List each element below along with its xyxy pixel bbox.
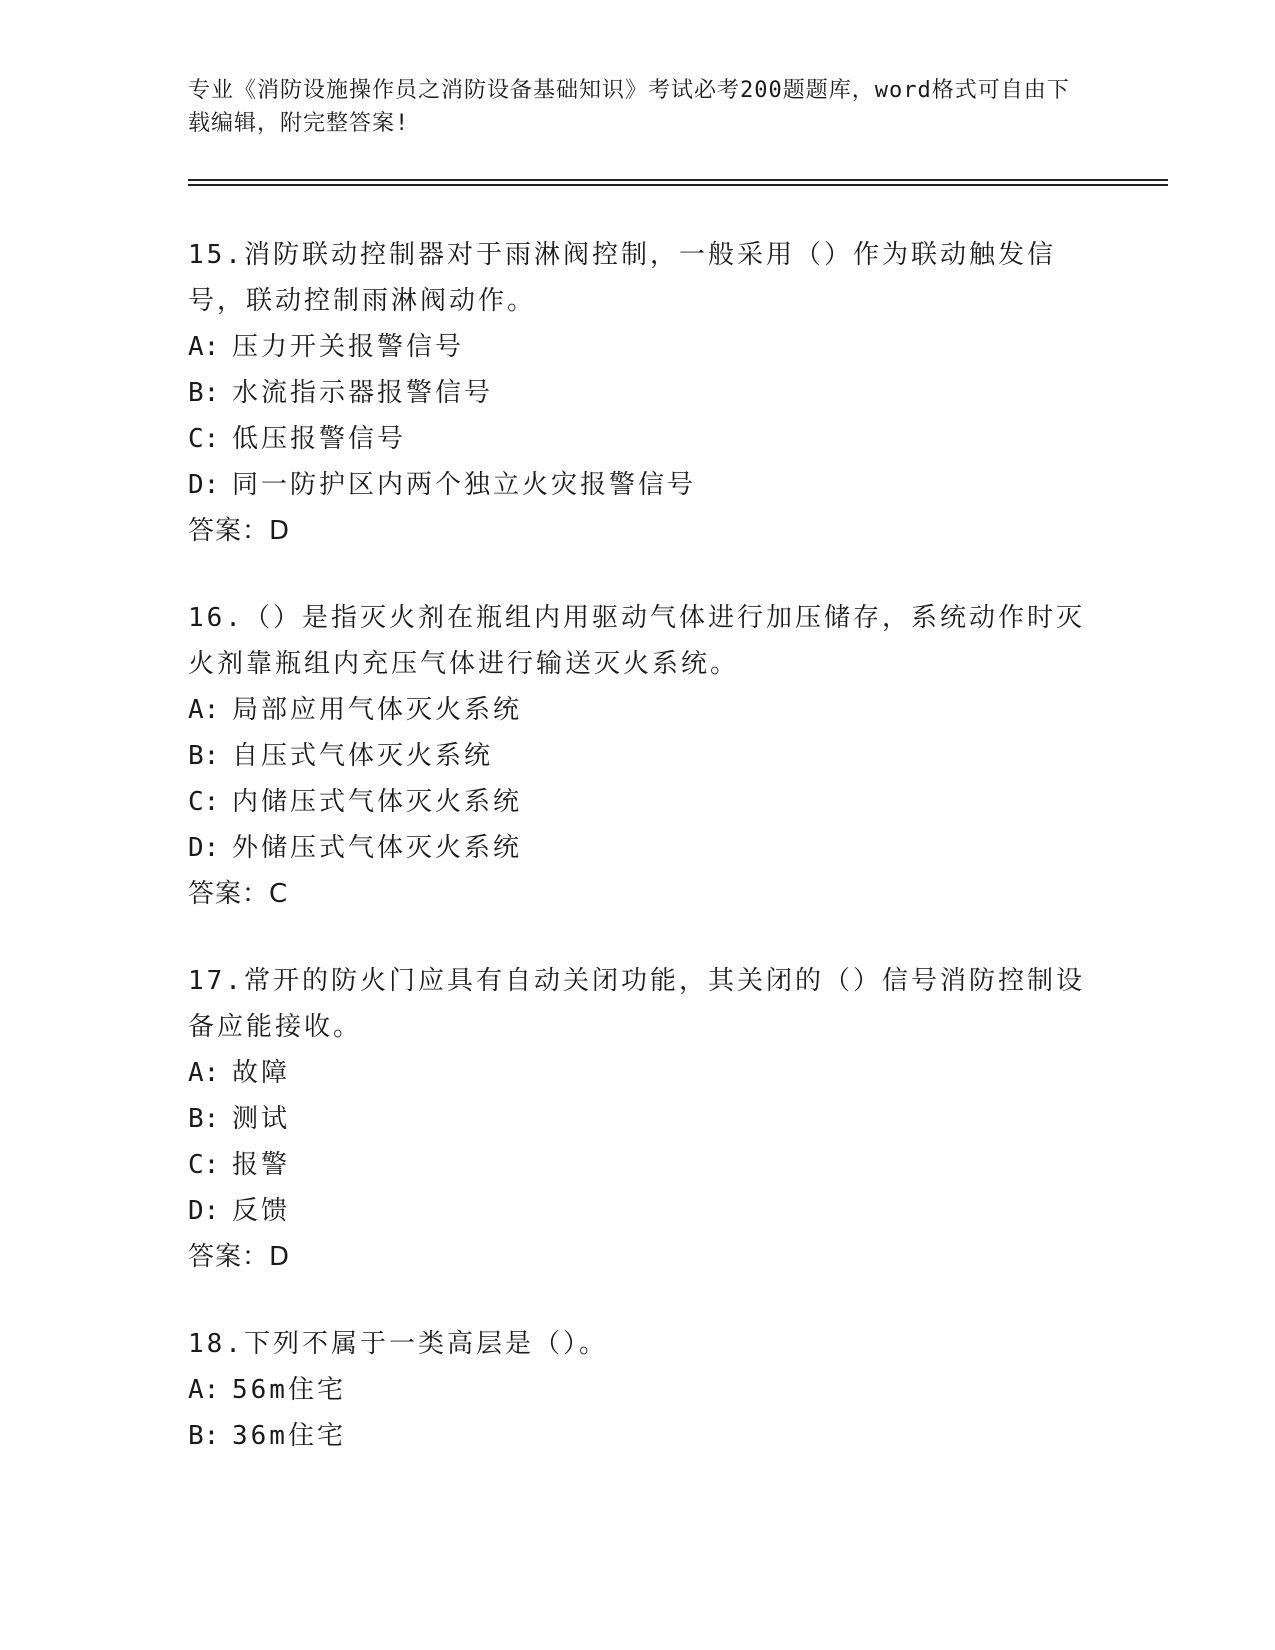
- option-letter: A:: [188, 1375, 220, 1405]
- option-letter: A:: [188, 695, 220, 725]
- option-c: [188, 416, 1088, 462]
- option-d: [188, 825, 1088, 871]
- option-b: [188, 1096, 1088, 1142]
- option-letter: B:: [188, 378, 220, 408]
- question-stem: 17.常开的防火门应具有自动关闭功能，其关闭的（）信号消防控制设备应能接收。: [188, 966, 1085, 1042]
- option-text: 压力开关报警信号: [232, 332, 465, 362]
- option-text: 水流指示器报警信号: [232, 378, 494, 408]
- question-16: [188, 595, 1088, 917]
- option-text: 故障: [232, 1058, 291, 1088]
- document-title: 专业《消防设施操作员之消防设备基础知识》考试必考200题题库，word格式可自由下载编辑，附完整答案!: [188, 78, 1070, 136]
- answer-line: 答案：D: [188, 1242, 291, 1272]
- option-text: 56m住宅: [232, 1375, 346, 1405]
- option-text: 内储压式气体灭火系统: [232, 787, 523, 817]
- question-stem: 15.消防联动控制器对于雨淋阀控制，一般采用（）作为联动触发信号，联动控制雨淋阀动作。: [188, 240, 1056, 316]
- option-text: 36m住宅: [232, 1421, 346, 1451]
- option-letter: A:: [188, 1058, 220, 1088]
- question-18: [188, 1321, 1088, 1459]
- option-letter: C:: [188, 424, 220, 454]
- document-header: [188, 74, 1088, 140]
- option-c: [188, 1142, 1088, 1188]
- option-text: 低压报警信号: [232, 424, 407, 454]
- option-b: [188, 1413, 1088, 1459]
- option-b: [188, 370, 1088, 416]
- option-letter: B:: [188, 741, 220, 771]
- option-letter: D:: [188, 1196, 220, 1226]
- option-text: 自压式气体灭火系统: [232, 741, 494, 771]
- question-17: [188, 958, 1088, 1280]
- question-stem: 16.（）是指灭火剂在瓶组内用驱动气体进行加压储存，系统动作时灭火剂靠瓶组内充压气体进行输送灭火系统。: [188, 603, 1085, 679]
- answer-line: 答案：C: [188, 879, 289, 909]
- question-list: [188, 232, 1088, 1500]
- option-a: [188, 324, 1088, 370]
- header-divider-bottom: [188, 184, 1168, 186]
- option-letter: D:: [188, 833, 220, 863]
- option-letter: B:: [188, 1421, 220, 1451]
- option-d: [188, 462, 1088, 508]
- option-text: 外储压式气体灭火系统: [232, 833, 523, 863]
- option-letter: C:: [188, 1150, 220, 1180]
- question-15: [188, 232, 1088, 554]
- answer-line: 答案：D: [188, 516, 291, 546]
- option-letter: C:: [188, 787, 220, 817]
- option-a: [188, 687, 1088, 733]
- option-text: 同一防护区内两个独立火灾报警信号: [232, 470, 697, 500]
- option-text: 报警: [232, 1150, 291, 1180]
- option-letter: A:: [188, 332, 220, 362]
- option-text: 局部应用气体灭火系统: [232, 695, 523, 725]
- option-d: [188, 1188, 1088, 1234]
- option-c: [188, 779, 1088, 825]
- question-stem: 18.下列不属于一类高层是（）。: [188, 1329, 608, 1359]
- option-letter: B:: [188, 1104, 220, 1134]
- option-letter: D:: [188, 470, 220, 500]
- option-text: 反馈: [232, 1196, 291, 1226]
- option-b: [188, 733, 1088, 779]
- option-text: 测试: [232, 1104, 291, 1134]
- option-a: [188, 1050, 1088, 1096]
- header-divider-top: [188, 179, 1168, 181]
- option-a: [188, 1367, 1088, 1413]
